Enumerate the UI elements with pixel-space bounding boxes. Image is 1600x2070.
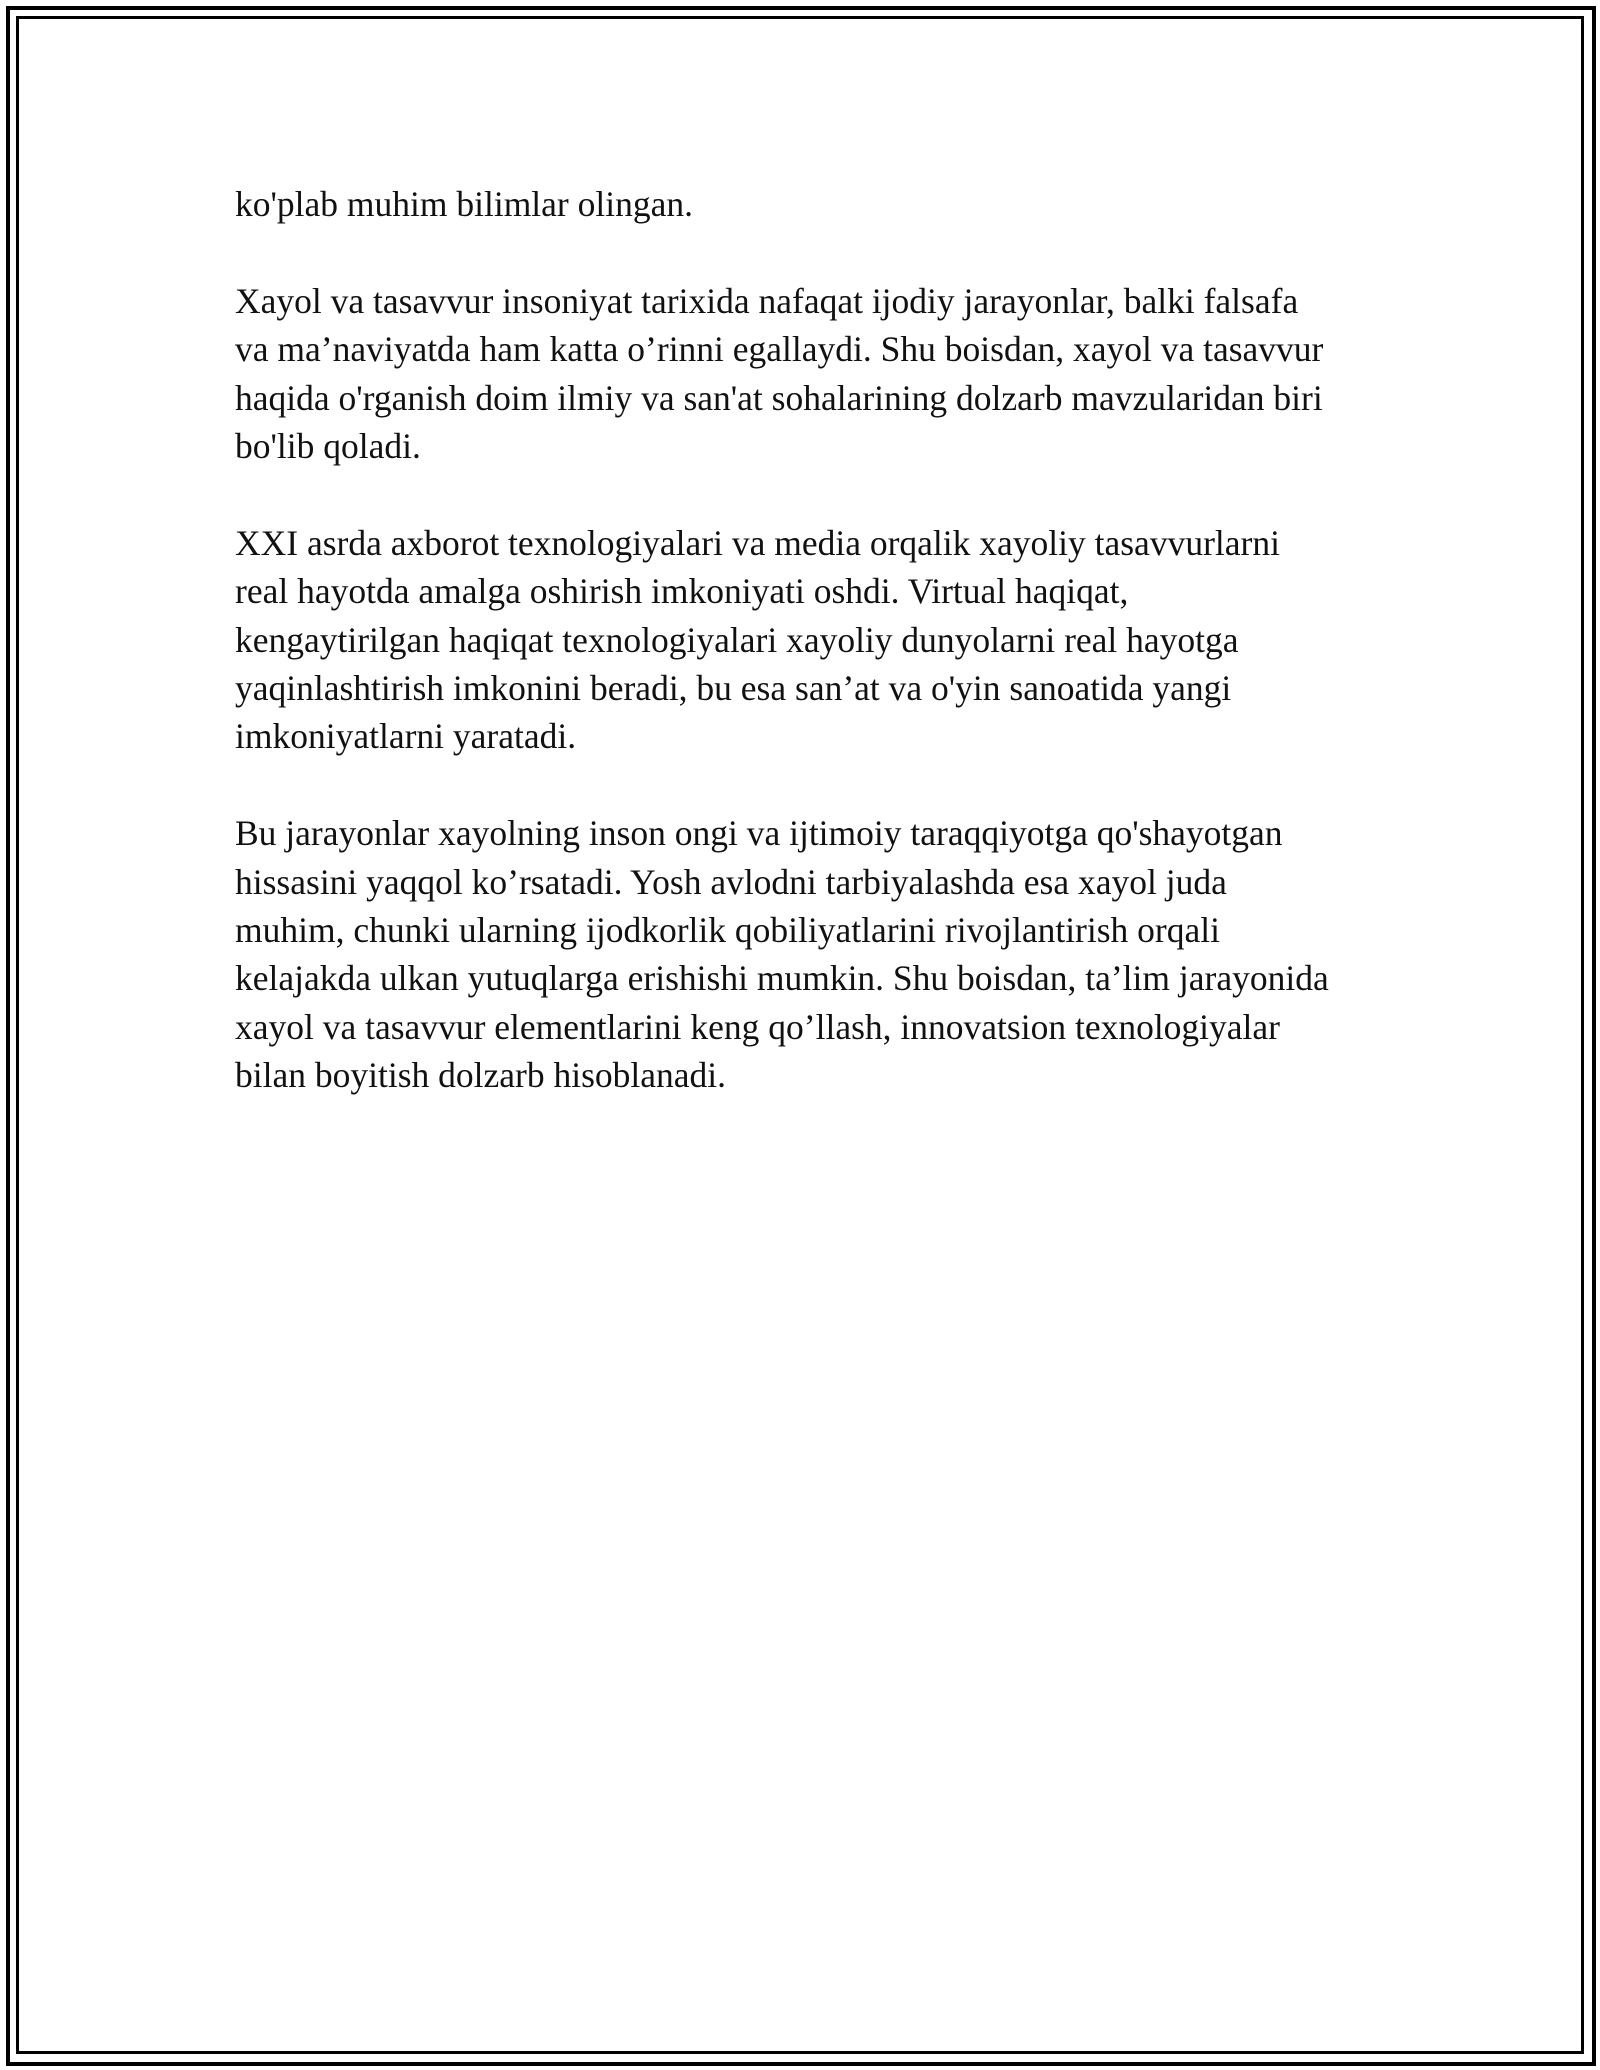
text-line: bilan boyitish dolzarb hisoblanadi. xyxy=(235,1055,727,1096)
text-line: imkoniyatlarni yaratadi. xyxy=(235,716,577,757)
text-line: yaqinlashtirish imkonini beradi, bu esa san’at va o'yin sanoatida yangi xyxy=(235,668,1232,709)
paragraph-2 xyxy=(235,277,1385,471)
text-line: Bu jarayonlar xayolning inson ongi va ijtimoiy taraqqiyotga qo'shayotgan xyxy=(235,813,1283,854)
text-line: xayol va tasavvur elementlarini keng qo’llash, innovatsion texnologiyalar xyxy=(235,1006,1280,1047)
paragraph-1 xyxy=(235,180,1385,228)
text-line: va ma’naviyatda ham katta o’rinni egallaydi. Shu boisdan, xayol va tasavvur xyxy=(235,329,1324,370)
text-line: haqida o'rganish doim ilmiy va san'at sohalarining dolzarb mavzularidan biri xyxy=(235,377,1323,418)
text-line: real hayotda amalga oshirish imkoniyati oshdi. Virtual haqiqat, xyxy=(235,571,1129,612)
text-line: ko'plab muhim bilimlar olingan. xyxy=(235,184,693,224)
document-body xyxy=(235,180,1385,1148)
text-line: Xayol va tasavvur insoniyat tarixida nafaqat ijodiy jarayonlar, balki falsafa xyxy=(235,280,1299,321)
text-line: hissasini yaqqol ko’rsatadi. Yosh avlodni tarbiyalashda esa xayol juda xyxy=(235,861,1227,902)
text-line: bo'lib qoladi. xyxy=(235,426,421,467)
paragraph-3 xyxy=(235,519,1385,761)
text-line: XXI asrda axborot texnologiyalari va media orqalik xayoliy tasavvurlarni xyxy=(235,522,1280,563)
paragraph-4 xyxy=(235,809,1385,1099)
text-line: kengaytirilgan haqiqat texnologiyalari xayoliy dunyolarni real hayotga xyxy=(235,619,1239,660)
text-line: muhim, chunki ularning ijodkorlik qobiliyatlarini rivojlantirish orqali xyxy=(235,910,1220,951)
text-line: kelajakda ulkan yutuqlarga erishishi mumkin. Shu boisdan, ta’lim jarayonida xyxy=(235,958,1329,999)
